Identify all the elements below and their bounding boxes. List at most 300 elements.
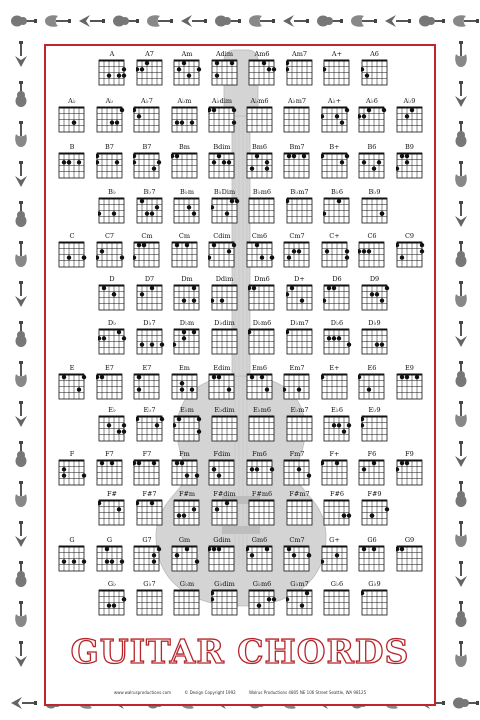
chord-cell [317,143,353,187]
guitar-icon [446,560,476,590]
chord-diagram [58,545,87,574]
chord-cell [279,232,315,276]
chord-diagram [323,284,352,313]
chord-diagram [396,152,425,181]
red-frame [44,44,436,706]
chord-diagram [358,106,387,135]
chord-diagram [248,499,277,528]
chord-diagram [286,328,315,357]
chord-diagram [96,152,125,181]
chord-diagram [248,589,277,618]
chord-name: F9 [405,450,414,458]
chord-cell [242,450,278,494]
chord-name: G♭m7 [290,580,309,588]
chord-cell [129,536,165,580]
chord-name: E7 [105,364,114,372]
chord-name: F#6 [329,490,345,498]
chord-name: A♭m7 [287,97,307,105]
chord-diagram [286,589,315,618]
poster-title: GUITAR CHORDS [70,632,410,671]
chord-name: Cdim [213,232,231,240]
chord-cell [317,97,353,141]
chord-cell [92,536,128,580]
chord-name: Bm6 [251,143,268,151]
guitar-icon [446,640,476,670]
chord-name: D [109,275,115,283]
chord-diagram [361,59,390,88]
chord-name: D7 [144,275,155,283]
chord-name: F+ [329,450,340,458]
guitar-icon [6,240,36,270]
chord-diagram [283,545,312,574]
chord-cell [204,536,240,580]
chord-diagram [211,197,240,226]
chord-name: E♭m7 [290,406,309,414]
chord-name: D♭9 [368,319,381,327]
chord-cell [242,143,278,187]
chord-diagram [136,284,165,313]
chord-name: Bm7 [289,143,305,151]
chord-diagram [248,415,277,444]
chord-cell [54,536,90,580]
guitar-icon [446,480,476,510]
chord-cell [54,97,90,141]
chord-cell [132,50,168,94]
chord-name: E6 [367,364,377,372]
chord-diagram [173,59,202,88]
chord-diagram [396,373,425,402]
chord-diagram [208,241,237,270]
chord-diagram [208,545,237,574]
chord-diagram [133,373,162,402]
chord-diagram [321,152,350,181]
chord-cell [357,50,393,94]
chord-cell [132,319,168,363]
chord-diagram [208,152,237,181]
chord-diagram [358,545,387,574]
chord-diagram [283,241,312,270]
chord-diagram [58,106,87,135]
chord-cell [357,188,393,232]
chord-cell [354,536,390,580]
chord-cell [129,97,165,141]
chord-diagram [323,59,352,88]
chord-cell [242,536,278,580]
chord-name: B♭9 [368,188,381,196]
chord-cell [242,97,278,141]
chord-name: G♭6 [330,580,344,588]
guitar-icon [446,40,476,70]
chord-cell [319,188,355,232]
chord-diagram [361,589,390,618]
chord-cell [317,232,353,276]
chord-name: B9 [405,143,414,151]
chord-cell [92,232,128,276]
chord-diagram [173,499,202,528]
chord-name: F#7 [142,490,157,498]
chord-name: D+ [294,275,305,283]
chord-cell [54,364,90,408]
chord-name: Fdim [213,450,231,458]
guitar-icon [446,520,476,550]
chord-cell [354,232,390,276]
chord-diagram [136,589,165,618]
chord-name: F7 [105,450,114,458]
chord-name: Em6 [251,364,268,372]
chord-cell [169,580,205,624]
chord-diagram [246,152,275,181]
chord-name: E♭m6 [252,406,272,414]
guitar-icon [446,400,476,430]
chord-name: B♭7 [143,188,156,196]
chord-diagram [173,284,202,313]
chord-name: A♭6 [366,97,378,105]
chord-name: B♭6 [331,188,343,196]
chord-name: G♭m [179,580,195,588]
chord-name: A♭m6 [250,97,269,105]
chord-cell [317,450,353,494]
chord-name: A6 [370,50,379,58]
chord-diagram [248,284,277,313]
guitar-icon [6,280,36,310]
chord-diagram [96,106,125,135]
guitar-icon [6,640,36,670]
chord-diagram [98,499,127,528]
chord-name: Gm [178,536,191,544]
chord-diagram [283,459,312,488]
guitar-icon [6,320,36,350]
chord-name: B [69,143,75,151]
chord-name: Am [181,50,193,58]
chord-name: G9 [404,536,415,544]
chord-diagram [283,373,312,402]
guitar-icon [416,6,446,36]
guitar-icon [178,6,208,36]
chord-diagram [98,328,127,357]
chord-diagram [136,197,165,226]
chord-diagram [133,106,162,135]
guitar-icon [110,6,140,36]
chord-diagram [361,284,390,313]
credits-line [0,690,480,695]
guitar-icon [6,480,36,510]
chord-name: G♭dim [214,580,235,588]
chord-name: B+ [329,143,340,151]
chord-diagram [246,545,275,574]
chord-name: F# [107,490,117,498]
guitar-icon [8,6,38,36]
chord-cell [207,275,243,319]
chord-diagram [96,459,125,488]
chord-diagram [171,459,200,488]
chord-cell [129,450,165,494]
guitar-icon [212,6,242,36]
chord-cell [354,364,390,408]
guitar-icon [6,40,36,70]
chord-cell [319,50,355,94]
guitar-icon [6,520,36,550]
chord-name: G♭ [107,580,117,588]
chord-cell [132,188,168,232]
chord-name: Fm6 [252,450,267,458]
chord-diagram [358,373,387,402]
chord-name: D9 [369,275,380,283]
chord-diagram [361,197,390,226]
chord-diagram [358,459,387,488]
chord-diagram [358,152,387,181]
chord-cell [282,188,318,232]
chord-diagram [211,328,240,357]
chord-name: E♭m [180,406,194,414]
chord-cell [169,490,205,534]
chord-cell [92,97,128,141]
chord-name: E+ [329,364,340,372]
chord-name: Bdim [213,143,231,151]
chord-cell [242,364,278,408]
chord-name: C9 [404,232,415,240]
chord-cell [94,319,130,363]
chord-diagram [98,415,127,444]
chord-diagram [173,328,202,357]
chord-cell [94,580,130,624]
chord-cell [92,364,128,408]
chord-name: F#m [178,490,196,498]
chord-cell [204,232,240,276]
chord-diagram [248,197,277,226]
chord-diagram [396,106,425,135]
chord-diagram [96,241,125,270]
chord-diagram [211,499,240,528]
chord-diagram [136,499,165,528]
chord-cell [54,232,90,276]
guitar-icon [6,120,36,150]
chord-cell [94,50,130,94]
chord-cell [167,450,203,494]
chord-name: Fm [179,450,190,458]
guitar-icon [144,6,174,36]
chord-cell [169,319,205,363]
chord-name: Cm [178,232,191,240]
guitar-icon [6,560,36,590]
chord-name: F#dim [213,490,236,498]
chord-name: E7 [142,364,152,372]
chord-diagram [133,459,162,488]
chord-name: Am7 [292,50,307,58]
chord-cell [392,536,428,580]
chord-cell [279,143,315,187]
chord-diagram [321,373,350,402]
chord-cell [279,450,315,494]
chord-name: D♭ [107,319,117,327]
guitar-icon [246,6,276,36]
chord-name: B♭m [179,188,194,196]
chord-cell [132,406,168,450]
chord-diagram [98,589,127,618]
guitar-icon [6,80,36,110]
chord-diagram [171,545,200,574]
chord-name: G [69,536,75,544]
chord-diagram [248,328,277,357]
chord-name: Dm [181,275,193,283]
chord-diagram [133,241,162,270]
chord-name: A♭ [68,97,76,105]
guitar-icon [446,600,476,630]
chord-name: G♭7 [143,580,156,588]
guitar-icon [446,80,476,110]
chord-cell [54,450,90,494]
chord-name: A♭7 [141,97,153,105]
chord-name: D6 [332,275,342,283]
chord-cell [357,319,393,363]
chord-name: Cm7 [289,536,305,544]
chord-cell [169,406,205,450]
chord-cell [92,143,128,187]
chord-diagram [211,59,240,88]
chord-cell [242,232,278,276]
credits-publisher: Walrus Productions 4805 NE 106 Street Seattle, WA 98125 [248,690,367,695]
chord-cell [244,188,280,232]
chord-cell [129,143,165,187]
chord-diagram [211,589,240,618]
chord-cell [204,143,240,187]
chord-name: E♭ [108,406,116,414]
chord-cell [94,188,130,232]
chord-name: D♭m [179,319,195,327]
guitar-icon [446,200,476,230]
chord-cell [319,275,355,319]
chord-diagram [133,152,162,181]
guitar-icon [382,6,412,36]
chord-diagram [208,106,237,135]
chord-cell [169,50,205,94]
chord-name: E♭7 [143,406,156,414]
chord-diagram [96,545,125,574]
chord-cell [129,232,165,276]
chord-name: F#m7 [289,490,310,498]
chord-name: E♭6 [331,406,343,414]
chord-cell [357,580,393,624]
chord-diagram [58,241,87,270]
chord-name: Em7 [289,364,305,372]
chord-cell [392,364,428,408]
chord-diagram [58,152,87,181]
chord-diagram [171,241,200,270]
chord-diagram [361,415,390,444]
chord-name: A♭dim [211,97,233,105]
chord-diagram [286,197,315,226]
chord-diagram [98,197,127,226]
chord-name: E♭9 [368,406,381,414]
chord-cell [319,490,355,534]
guitar-icon [6,200,36,230]
chord-name: D♭7 [143,319,156,327]
chord-cell [354,97,390,141]
chord-cell [244,580,280,624]
guitar-icon [450,6,480,36]
chord-name: E♭dim [214,406,235,414]
chord-diagram [396,241,425,270]
chord-name: D♭m6 [252,319,272,327]
chord-cell [392,97,428,141]
chord-cell [169,275,205,319]
chord-diagram [286,415,315,444]
guitar-icon [446,440,476,470]
chord-diagram [171,152,200,181]
chord-diagram [246,106,275,135]
chord-diagram [136,59,165,88]
chord-name: Cm6 [251,232,268,240]
guitar-icon [446,360,476,390]
chord-diagram [98,284,127,313]
chord-name: F6 [367,450,377,458]
chord-diagram [323,415,352,444]
guitar-icon [348,6,378,36]
guitar-icon [446,320,476,350]
chord-cell [204,450,240,494]
guitar-icon [6,160,36,190]
chord-cell [167,143,203,187]
chord-cell [167,97,203,141]
chord-cell [282,580,318,624]
chord-name: A♭m [177,97,192,105]
chord-name: B7 [105,143,114,151]
chord-name: G+ [329,536,340,544]
chord-name: G6 [367,536,377,544]
chord-cell [207,490,243,534]
chord-diagram [133,545,162,574]
chord-diagram [286,499,315,528]
chord-cell [244,275,280,319]
guitar-icon [76,6,106,36]
guitar-icon [446,280,476,310]
chord-cell [207,50,243,94]
chord-name: C6 [367,232,377,240]
chord-name: B♭m6 [252,188,272,196]
chord-diagram [98,59,127,88]
chord-cell [357,406,393,450]
chord-name: Edim [213,364,231,372]
guitar-icon [6,400,36,430]
chord-diagram [283,152,312,181]
chord-cell [282,50,318,94]
guitar-icon [6,360,36,390]
chord-cell [279,536,315,580]
chord-name: B6 [367,143,377,151]
chord-cell [244,406,280,450]
guitar-icon [280,6,310,36]
chord-diagram [286,59,315,88]
chord-name: Gdim [213,536,231,544]
chord-name: A♭+ [327,97,342,105]
chord-cell [129,364,165,408]
chord-name: D♭6 [330,319,344,327]
chord-name: A♭9 [403,97,416,105]
chord-name: A [109,50,115,58]
chord-name: D♭m7 [290,319,309,327]
chord-diagram [58,373,87,402]
chord-name: F#m6 [251,490,273,498]
chord-cell [357,275,393,319]
chord-diagram [361,328,390,357]
chord-cell [392,232,428,276]
chord-cell [319,580,355,624]
chord-cell [317,536,353,580]
chord-name: F#9 [367,490,382,498]
chord-name: F7 [142,450,152,458]
chord-diagram [96,373,125,402]
chord-cell [167,536,203,580]
chord-cell [282,319,318,363]
